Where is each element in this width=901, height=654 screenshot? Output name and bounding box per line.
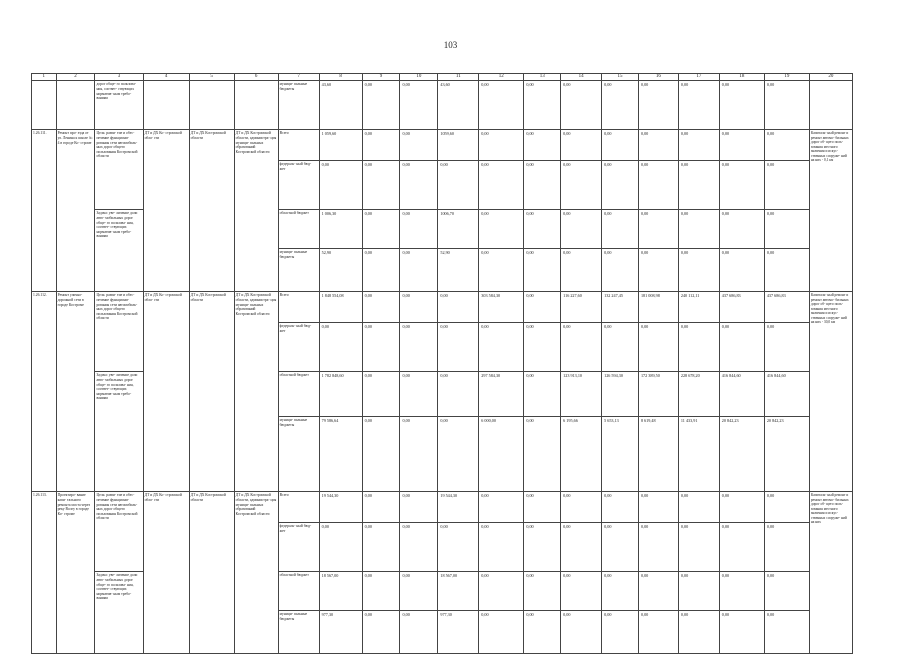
amount-cell: 1 848 554,08 — [319, 292, 362, 323]
column-number-header: 1 — [32, 74, 57, 81]
amount-cell: 0,00 — [479, 523, 524, 572]
amount-cell: 0,00 — [362, 372, 400, 417]
amount-cell: 0,00 — [438, 323, 479, 372]
amount-cell: 1059,60 — [438, 130, 479, 161]
funding-source-label: Всего — [278, 292, 319, 323]
amount-cell: 0,00 — [479, 323, 524, 372]
amount-cell: 0,00 — [524, 492, 561, 523]
amount-cell: 43,60 — [319, 81, 362, 130]
task-text: Задача: уве- личение доли авто- мобильных дорог обще- го пользова- ния, соответ- ствующих норматив- ным требо- ваниям — [95, 210, 143, 292]
amount-cell: 18 567,00 — [438, 572, 479, 611]
expected-result: Капиталь- ный ремонт и ремонт автомо- бильных дорог об- щего поль- зования местного значения и искус- ственных сооруже- ний на них — [809, 492, 852, 654]
amount-cell: 0,00 — [638, 572, 678, 611]
amount-cell: 0,00 — [602, 130, 639, 161]
amount-cell: 0,00 — [524, 372, 561, 417]
empty-cell — [143, 81, 189, 130]
amount-cell: 416 844,60 — [719, 372, 764, 417]
amount-cell: 0,00 — [400, 372, 438, 417]
amount-cell: 0,00 — [362, 292, 400, 323]
column-number-header: 16 — [638, 74, 678, 81]
item-name: Проектиро- вание капи- тального ремонта моста через реку Волгу в городе Ко- строме — [56, 492, 95, 654]
expected-result: Капиталь- ный ремонт и ремонт автомо- бильных дорог об- щего поль- зования местного значения и искус- ственных сооруже- ний на них - 0,1 км — [809, 130, 852, 292]
amount-cell: 0,00 — [561, 611, 602, 654]
task-text: Задача: уве- личение доли авто- мобильных дорог обще- го пользова- ния, соответ- ствующих норматив- ным требо- ваниям — [95, 572, 143, 654]
goal-text: Цель: разви- тие и обес- печение функциони- рования сети автомобиль- ных дорог общего пользования Костромской области — [95, 130, 143, 210]
amount-cell: 0,00 — [438, 372, 479, 417]
amount-cell: 0,00 — [400, 492, 438, 523]
amount-cell: 0,00 — [479, 161, 524, 210]
amount-cell: 0,00 — [479, 81, 524, 130]
amount-cell: 0,00 — [602, 81, 639, 130]
amount-cell: 116 227,60 — [561, 292, 602, 323]
column-number-header: 6 — [234, 74, 278, 81]
amount-cell: 0,00 — [479, 249, 524, 292]
amount-cell: 0,00 — [638, 81, 678, 130]
amount-cell: 0,00 — [319, 523, 362, 572]
empty-cell — [234, 81, 278, 130]
amount-cell: 0,00 — [400, 417, 438, 492]
funding-source-label: федераль- ный бюд- жет — [278, 161, 319, 210]
amount-cell: 0,00 — [479, 130, 524, 161]
co-executor: ДТ и ДХ Костромской области — [189, 292, 234, 492]
amount-cell: 0,00 — [400, 210, 438, 249]
amount-cell: 0,00 — [319, 323, 362, 372]
amount-cell: 0,00 — [362, 523, 400, 572]
amount-cell: 0,00 — [362, 323, 400, 372]
column-number-header: 4 — [143, 74, 189, 81]
responsible-executor: ДТ и ДХ Ко- стромской обла- сти — [143, 292, 189, 492]
amount-cell: 0,00 — [602, 161, 639, 210]
amount-cell: 0,00 — [764, 161, 809, 210]
amount-cell: 0,00 — [602, 492, 639, 523]
amount-cell: 181 008,98 — [638, 292, 678, 323]
amount-cell: 0,00 — [561, 130, 602, 161]
empty-cell — [809, 81, 852, 130]
column-number-header: 15 — [602, 74, 639, 81]
amount-cell: 0,00 — [362, 81, 400, 130]
amount-cell: 0,00 — [479, 492, 524, 523]
amount-cell: 0,00 — [524, 161, 561, 210]
amount-cell: 0,00 — [638, 611, 678, 654]
column-number-header: 10 — [400, 74, 438, 81]
amount-cell: 52,90 — [319, 249, 362, 292]
amount-cell: 437 686,83 — [764, 292, 809, 323]
amount-cell: 0,00 — [719, 572, 764, 611]
amount-cell: 0,00 — [719, 323, 764, 372]
amount-cell: 0,00 — [678, 161, 719, 210]
amount-cell: 0,00 — [362, 161, 400, 210]
page-number: 103 — [443, 40, 458, 50]
amount-cell: 0,00 — [602, 323, 639, 372]
amount-cell: 0,00 — [638, 161, 678, 210]
amount-cell: 0,00 — [638, 492, 678, 523]
column-number-header: 2 — [56, 74, 95, 81]
amount-cell: 0,00 — [561, 572, 602, 611]
goal-text: Цель: разви- тие и обес- печение функциони- рования сети автомобиль- ных дорог общего пользования Костромской области — [95, 292, 143, 372]
funding-source-label: муници- пальные бюджеты — [278, 611, 319, 654]
amount-cell: 0,00 — [764, 572, 809, 611]
amount-cell: 0,00 — [479, 572, 524, 611]
amount-cell: 79 586,64 — [319, 417, 362, 492]
amount-cell: 297 584,30 — [479, 372, 524, 417]
amount-cell: 0,00 — [764, 611, 809, 654]
amount-cell: 0,00 — [678, 210, 719, 249]
amount-cell: 0,00 — [561, 492, 602, 523]
item-name: Ремонт про- езда от ул. Ленина к школе № 4 в городе Ко- строме — [56, 130, 95, 292]
amount-cell: 0,00 — [438, 161, 479, 210]
responsible-executor: ДТ и ДХ Ко- стромской обла- сти — [143, 130, 189, 292]
column-number-header: 7 — [278, 74, 319, 81]
amount-cell: 0,00 — [719, 130, 764, 161]
item-name: Ремонт улично- дорожной сети в городе Костроме — [56, 292, 95, 492]
amount-cell: 0,00 — [524, 210, 561, 249]
amount-cell: 0,00 — [719, 249, 764, 292]
amount-cell: 0,00 — [524, 523, 561, 572]
amount-cell: 0,00 — [561, 161, 602, 210]
amount-cell: 0,00 — [524, 611, 561, 654]
amount-cell: 0,00 — [438, 292, 479, 323]
amount-cell: 0,00 — [524, 81, 561, 130]
amount-cell: 0,00 — [764, 81, 809, 130]
amount-cell: 18 567,00 — [319, 572, 362, 611]
funding-source-label: муници- пальные бюджеты — [278, 417, 319, 492]
amount-cell: 228 678,20 — [678, 372, 719, 417]
amount-cell: 0,00 — [400, 161, 438, 210]
funding-source-label: областной бюджет — [278, 210, 319, 249]
task-text-continued: дорог обще- го пользова- ния, соответ- ствующих норматив- ным требо- ваниям — [95, 81, 143, 130]
amount-cell: 0,00 — [719, 210, 764, 249]
amount-cell: 6 000,00 — [479, 417, 524, 492]
amount-cell: 0,00 — [719, 492, 764, 523]
funding-source-label: Всего — [278, 130, 319, 161]
amount-cell: 0,00 — [400, 130, 438, 161]
amount-cell: 0,00 — [561, 523, 602, 572]
amount-cell: 977,30 — [319, 611, 362, 654]
amount-cell: 126 594,30 — [602, 372, 639, 417]
amount-cell: 0,00 — [602, 210, 639, 249]
funding-row — [32, 492, 853, 523]
amount-cell: 6 195,66 — [561, 417, 602, 492]
amount-cell: 20 842,23 — [719, 417, 764, 492]
column-number-header: 3 — [95, 74, 143, 81]
column-number-header: 11 — [438, 74, 479, 81]
amount-cell: 0,00 — [678, 611, 719, 654]
budget-table — [31, 73, 853, 654]
item-code: 1.26.112. — [32, 292, 57, 492]
amount-cell: 0,00 — [764, 523, 809, 572]
funding-source-label: Всего — [278, 492, 319, 523]
amount-cell: 0,00 — [400, 323, 438, 372]
amount-cell: 0,00 — [479, 611, 524, 654]
participants: ДТ и ДХ Костромской области, администра- ция муници- пальных образований Костромской области — [234, 492, 278, 654]
amount-cell: 0,00 — [524, 292, 561, 323]
amount-cell: 303 584,30 — [479, 292, 524, 323]
item-code: 1.26.113. — [32, 492, 57, 654]
amount-cell: 1 782 848,60 — [319, 372, 362, 417]
amount-cell: 0,00 — [400, 611, 438, 654]
column-number-header: 13 — [524, 74, 561, 81]
amount-cell: 0,00 — [602, 249, 639, 292]
responsible-executor: ДТ и ДХ Ко- стромской обла- сти — [143, 492, 189, 654]
amount-cell: 0,00 — [764, 323, 809, 372]
amount-cell: 0,00 — [524, 323, 561, 372]
amount-cell: 0,00 — [764, 130, 809, 161]
amount-cell: 8 619,48 — [638, 417, 678, 492]
amount-cell: 0,00 — [362, 417, 400, 492]
funding-source-label: федераль- ный бюд- жет — [278, 523, 319, 572]
amount-cell: 0,00 — [400, 249, 438, 292]
amount-cell: 0,00 — [638, 249, 678, 292]
amount-cell: 0,00 — [678, 572, 719, 611]
amount-cell: 0,00 — [438, 523, 479, 572]
amount-cell: 11 433,91 — [678, 417, 719, 492]
amount-cell: 0,00 — [362, 210, 400, 249]
funding-source-label: федераль- ный бюд- жет — [278, 323, 319, 372]
amount-cell: 0,00 — [400, 81, 438, 130]
amount-cell: 0,00 — [524, 249, 561, 292]
amount-cell: 0,00 — [638, 523, 678, 572]
empty-cell — [189, 81, 234, 130]
amount-cell: 0,00 — [400, 523, 438, 572]
amount-cell: 0,00 — [362, 492, 400, 523]
amount-cell: 132 247,45 — [602, 292, 639, 323]
amount-cell: 0,00 — [561, 323, 602, 372]
amount-cell: 123 913,10 — [561, 372, 602, 417]
amount-cell: 0,00 — [678, 81, 719, 130]
amount-cell: 0,00 — [561, 210, 602, 249]
goal-text: Цель: разви- тие и обес- печение функциони- рования сети автомобиль- ных дорог общего пользования Костромской области — [95, 492, 143, 572]
funding-source-label: муници- пальные бюджеты — [278, 249, 319, 292]
amount-cell: 0,00 — [362, 611, 400, 654]
amount-cell: 0,00 — [678, 249, 719, 292]
amount-cell: 416 844,60 — [764, 372, 809, 417]
amount-cell: 0,00 — [764, 249, 809, 292]
empty-cell — [32, 81, 57, 130]
column-number-header: 9 — [362, 74, 400, 81]
column-number-header: 8 — [319, 74, 362, 81]
amount-cell: 0,00 — [438, 417, 479, 492]
amount-cell: 0,00 — [319, 161, 362, 210]
amount-cell: 0,00 — [524, 572, 561, 611]
amount-cell: 0,00 — [678, 130, 719, 161]
amount-cell: 0,00 — [764, 492, 809, 523]
participants: ДТ и ДХ Костромской области, администра- ция муници- пальных образований Костромской области — [234, 130, 278, 292]
amount-cell: 5 653,13 — [602, 417, 639, 492]
amount-cell: 0,00 — [400, 292, 438, 323]
co-executor: ДТ и ДХ Костромской области — [189, 130, 234, 292]
funding-source-label: областной бюджет — [278, 372, 319, 417]
column-number-header: 20 — [809, 74, 852, 81]
amount-cell: 977,30 — [438, 611, 479, 654]
amount-cell: 0,00 — [479, 210, 524, 249]
column-number-header: 18 — [719, 74, 764, 81]
co-executor: ДТ и ДХ Костромской области — [189, 492, 234, 654]
amount-cell: 0,00 — [602, 572, 639, 611]
amount-cell: 0,00 — [362, 130, 400, 161]
amount-cell: 0,00 — [719, 81, 764, 130]
funding-source-label: областной бюджет — [278, 572, 319, 611]
amount-cell: 0,00 — [524, 417, 561, 492]
column-number-header: 19 — [764, 74, 809, 81]
task-text: Задача: уве- личение доли авто- мобильных дорог обще- го пользова- ния, соответ- ствующих норматив- ным требо- ваниям — [95, 372, 143, 492]
column-number-header: 5 — [189, 74, 234, 81]
column-number-header: 12 — [479, 74, 524, 81]
column-number-header: 17 — [678, 74, 719, 81]
amount-cell: 0,00 — [638, 130, 678, 161]
participants: ДТ и ДХ Костромской области, администра- ция муници- пальных образований Костромской области — [234, 292, 278, 492]
amount-cell: 0,00 — [638, 323, 678, 372]
amount-cell: 0,00 — [719, 523, 764, 572]
funding-row — [32, 292, 853, 323]
column-number-header: 14 — [561, 74, 602, 81]
amount-cell: 0,00 — [678, 523, 719, 572]
amount-cell: 0,00 — [602, 611, 639, 654]
amount-cell: 1006,70 — [438, 210, 479, 249]
amount-cell: 0,00 — [561, 249, 602, 292]
empty-cell — [56, 81, 95, 130]
funding-row — [32, 130, 853, 161]
amount-cell: 0,00 — [561, 81, 602, 130]
amount-cell: 52,90 — [438, 249, 479, 292]
amount-cell: 172 389,50 — [638, 372, 678, 417]
amount-cell: 0,00 — [719, 611, 764, 654]
amount-cell: 0,00 — [362, 249, 400, 292]
amount-cell: 1 006,30 — [319, 210, 362, 249]
item-code: 1.26.111. — [32, 130, 57, 292]
amount-cell: 437 686,83 — [719, 292, 764, 323]
amount-cell: 0,00 — [678, 492, 719, 523]
amount-cell: 43,60 — [438, 81, 479, 130]
amount-cell: 0,00 — [524, 130, 561, 161]
expected-result: Капиталь- ный ремонт и ремонт автомо- бильных дорог об- щего поль- зования местного значения и искус- ственных сооруже- ний на них - 30,0 км — [809, 292, 852, 492]
amount-cell: 19 544,30 — [319, 492, 362, 523]
amount-cell: 20 842,23 — [764, 417, 809, 492]
amount-cell: 0,00 — [362, 572, 400, 611]
amount-cell: 1 059,60 — [319, 130, 362, 161]
amount-cell: 0,00 — [400, 572, 438, 611]
amount-cell: 240 112,11 — [678, 292, 719, 323]
amount-cell: 0,00 — [638, 210, 678, 249]
amount-cell: 0,00 — [678, 323, 719, 372]
amount-cell: 0,00 — [602, 523, 639, 572]
amount-cell: 0,00 — [719, 161, 764, 210]
funding-source-label: муници- пальные бюджеты — [278, 81, 319, 130]
amount-cell: 19 544,30 — [438, 492, 479, 523]
amount-cell: 0,00 — [764, 210, 809, 249]
